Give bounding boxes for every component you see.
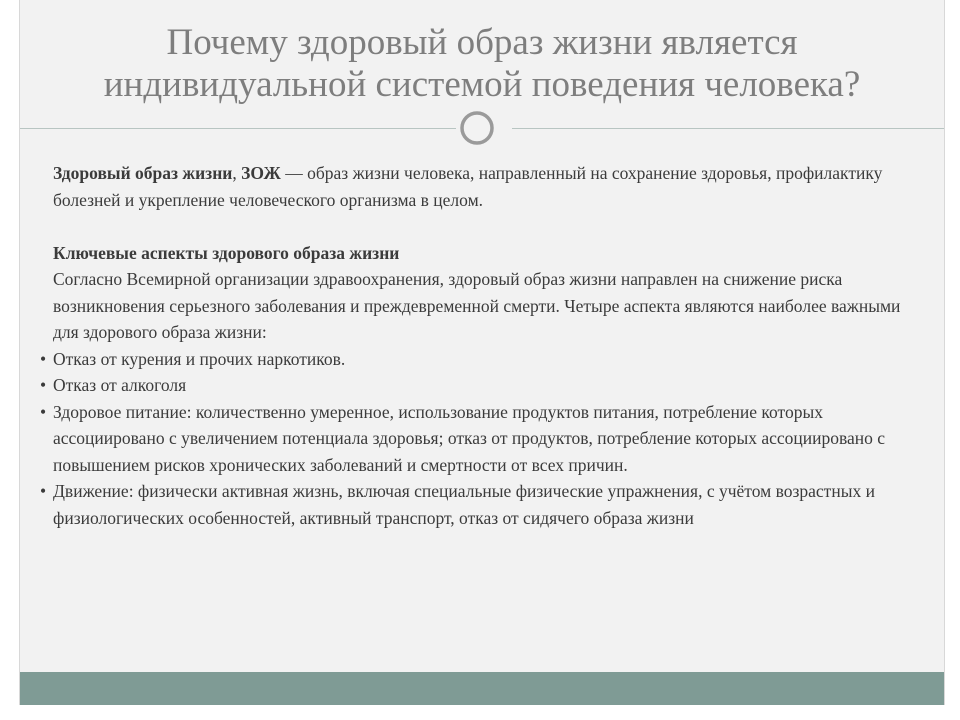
aspects-list [20, 346, 944, 532]
aspect-item-text: Отказ от курения и прочих наркотиков. [53, 348, 346, 369]
aspect-item-movement [20, 478, 944, 531]
slide-title [20, 22, 944, 106]
aspect-item-smoking [20, 346, 944, 373]
divider-left [20, 128, 456, 129]
key-aspects-heading: Ключевые аспекты здорового образа жизни [53, 242, 400, 263]
definition-term-2: ЗОЖ [241, 163, 281, 183]
aspect-item-nutrition [20, 399, 944, 479]
definition-comma: , [232, 163, 242, 183]
definition-term-1: Здоровый образ жизни [53, 163, 233, 183]
bullet-icon: • [40, 348, 47, 369]
paragraph-spacer [20, 213, 944, 240]
definition-paragraph [20, 160, 944, 213]
key-aspects-intro: Согласно Всемирной организации здравоохранения, здоровый образ жизни направлен на снижение риска возникновения серьезного заболевания и преждевременной смерти. Четыре аспекта являются наиболее важными для здорового образа жизни: [53, 269, 901, 342]
divider-right [512, 128, 944, 129]
slide [19, 0, 945, 705]
slide-content [20, 160, 944, 531]
bullet-icon: • [40, 481, 47, 501]
slide-title-line-2: индивидуальной системой поведения человека? [103, 64, 861, 105]
footer-accent-bar [20, 672, 944, 705]
slide-title-line-1: Почему здоровый образ жизни является [166, 22, 798, 63]
bullet-icon: • [40, 401, 47, 422]
aspect-item-alcohol [20, 372, 944, 399]
bullet-icon: • [40, 375, 47, 395]
aspect-item-text: Отказ от алкоголя [53, 375, 187, 395]
aspect-item-text: Здоровое питание: количественно умеренное, использование продуктов питания, потребление которых ассоциировано с увеличением потенциала здоровья; отказ от продуктов, потребление которых ассоциировано с повышением рисков хронических заболеваний и смертности от всех причин. [53, 401, 886, 475]
circle-ornament-icon [459, 110, 495, 146]
definition-text: — образ жизни человека, направленный на сохранение здоровья, профилактику болезней и укрепление человеческого организма в целом. [53, 163, 883, 210]
aspect-item-text: Движение: физически активная жизнь, включая специальные физические упражнения, с учётом возрастных и физиологических особенностей, активный транспорт, отказ от сидячего образа жизни [53, 481, 875, 528]
